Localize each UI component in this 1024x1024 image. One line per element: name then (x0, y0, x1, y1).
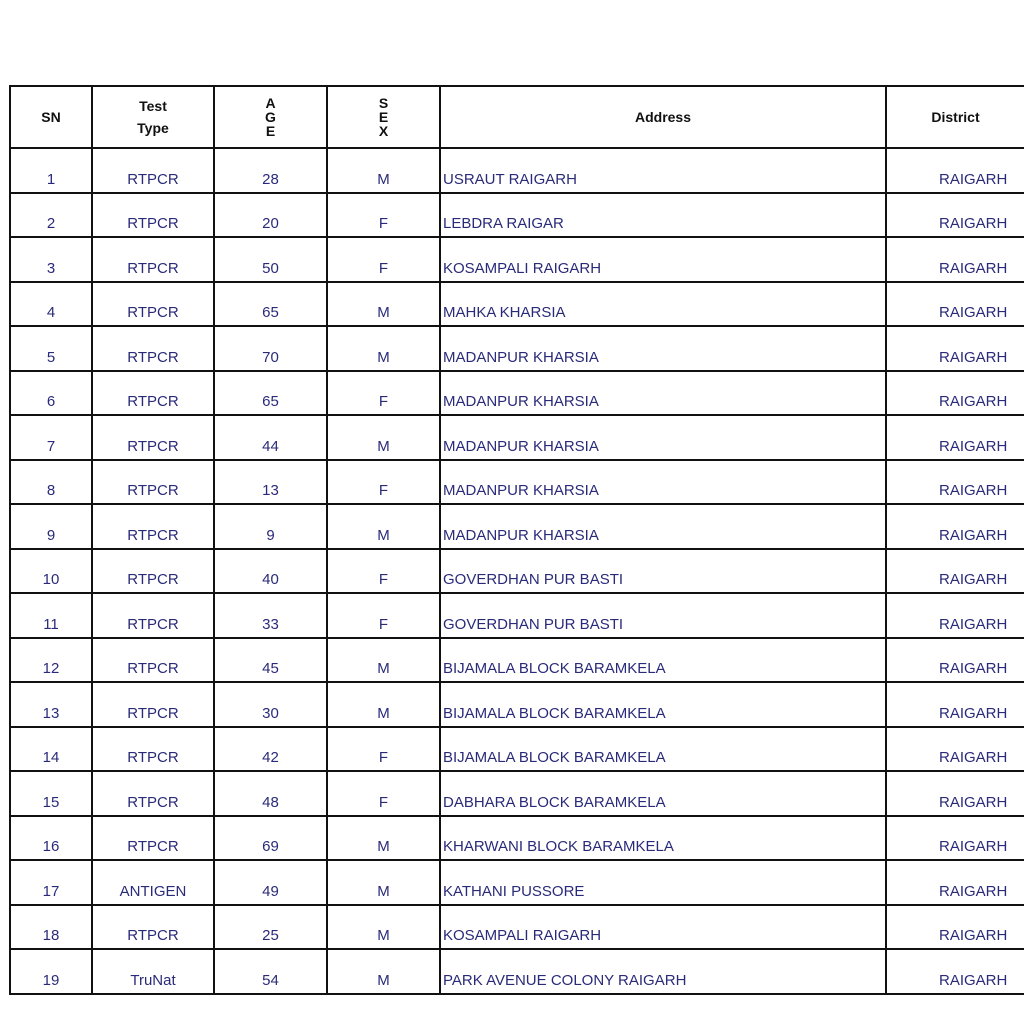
cell-sex: M (327, 816, 440, 861)
cell-sn: 16 (10, 816, 92, 861)
cell-age: 70 (214, 326, 327, 371)
cell-sex: M (327, 326, 440, 371)
cell-test-type: RTPCR (92, 727, 214, 772)
cell-age: 42 (214, 727, 327, 772)
table-row (10, 816, 1024, 861)
cell-sex: M (327, 504, 440, 549)
table-row (10, 193, 1024, 238)
cell-address: KATHANI PUSSORE (440, 860, 886, 905)
cell-sex: F (327, 593, 440, 638)
cell-address: GOVERDHAN PUR BASTI (440, 593, 886, 638)
cell-age: 20 (214, 193, 327, 238)
cell-test-type: RTPCR (92, 816, 214, 861)
table-row (10, 860, 1024, 905)
table-row (10, 371, 1024, 416)
cell-sn: 18 (10, 905, 92, 950)
header-address: Address (440, 86, 886, 148)
cell-address: MADANPUR KHARSIA (440, 504, 886, 549)
cell-district: RAIGARH (886, 326, 1024, 371)
cell-district: RAIGARH (886, 460, 1024, 505)
cell-age: 45 (214, 638, 327, 683)
cell-district: RAIGARH (886, 237, 1024, 282)
table-row (10, 771, 1024, 816)
table-row (10, 905, 1024, 950)
table-row (10, 949, 1024, 994)
table-row (10, 148, 1024, 193)
cell-district: RAIGARH (886, 638, 1024, 683)
cell-test-type: RTPCR (92, 326, 214, 371)
cell-district: RAIGARH (886, 415, 1024, 460)
cell-address: BIJAMALA BLOCK BARAMKELA (440, 638, 886, 683)
table-body (10, 148, 1024, 994)
table-row (10, 326, 1024, 371)
cell-sex: M (327, 638, 440, 683)
cell-age: 30 (214, 682, 327, 727)
cell-sex: F (327, 193, 440, 238)
cell-age: 65 (214, 371, 327, 416)
cell-age: 48 (214, 771, 327, 816)
cell-age: 40 (214, 549, 327, 594)
cell-sex: F (327, 460, 440, 505)
table-row (10, 682, 1024, 727)
cell-address: KOSAMPALI RAIGARH (440, 237, 886, 282)
cell-district: RAIGARH (886, 771, 1024, 816)
cell-district: RAIGARH (886, 549, 1024, 594)
cell-district: RAIGARH (886, 905, 1024, 950)
cell-district: RAIGARH (886, 148, 1024, 193)
table-row (10, 282, 1024, 327)
cell-sn: 14 (10, 727, 92, 772)
cell-sex: M (327, 148, 440, 193)
cell-test-type: TruNat (92, 949, 214, 994)
cell-address: MADANPUR KHARSIA (440, 371, 886, 416)
header-age-letter: E (265, 123, 276, 139)
cell-age: 33 (214, 593, 327, 638)
cell-sn: 8 (10, 460, 92, 505)
cell-age: 9 (214, 504, 327, 549)
table-row (10, 549, 1024, 594)
cell-sex: F (327, 549, 440, 594)
cell-sn: 15 (10, 771, 92, 816)
cell-address: MADANPUR KHARSIA (440, 415, 886, 460)
cell-age: 25 (214, 905, 327, 950)
cell-test-type: RTPCR (92, 504, 214, 549)
cell-address: LEBDRA RAIGAR (440, 193, 886, 238)
cell-address: USRAUT RAIGARH (440, 148, 886, 193)
cell-address: BIJAMALA BLOCK BARAMKELA (440, 727, 886, 772)
cell-test-type: RTPCR (92, 371, 214, 416)
cell-address: BIJAMALA BLOCK BARAMKELA (440, 682, 886, 727)
cell-address: PARK AVENUE COLONY RAIGARH (440, 949, 886, 994)
table-row (10, 727, 1024, 772)
table-row (10, 638, 1024, 683)
cell-district: RAIGARH (886, 504, 1024, 549)
cell-sn: 10 (10, 549, 92, 594)
cell-address: MAHKA KHARSIA (440, 282, 886, 327)
cell-district: RAIGARH (886, 860, 1024, 905)
cell-age: 54 (214, 949, 327, 994)
table-row (10, 460, 1024, 505)
table-header-row (10, 86, 1024, 148)
cell-sn: 3 (10, 237, 92, 282)
cell-sn: 13 (10, 682, 92, 727)
cell-sn: 19 (10, 949, 92, 994)
cell-age: 44 (214, 415, 327, 460)
cell-age: 49 (214, 860, 327, 905)
cell-address: KHARWANI BLOCK BARAMKELA (440, 816, 886, 861)
cell-sn: 17 (10, 860, 92, 905)
patient-table (9, 85, 1024, 995)
cell-sn: 12 (10, 638, 92, 683)
cell-test-type: RTPCR (92, 415, 214, 460)
cell-test-type: RTPCR (92, 193, 214, 238)
cell-sex: F (327, 771, 440, 816)
cell-age: 65 (214, 282, 327, 327)
header-age-letter: A (265, 95, 276, 111)
cell-sn: 11 (10, 593, 92, 638)
table-row (10, 237, 1024, 282)
header-sex (327, 86, 440, 148)
cell-sex: M (327, 282, 440, 327)
cell-sn: 7 (10, 415, 92, 460)
cell-sn: 5 (10, 326, 92, 371)
cell-age: 28 (214, 148, 327, 193)
cell-test-type: RTPCR (92, 460, 214, 505)
cell-test-type: RTPCR (92, 282, 214, 327)
cell-address: KOSAMPALI RAIGARH (440, 905, 886, 950)
cell-sn: 4 (10, 282, 92, 327)
header-sn: SN (10, 86, 92, 148)
cell-test-type: RTPCR (92, 148, 214, 193)
cell-sex: M (327, 905, 440, 950)
header-test-type-line2: Type (137, 120, 169, 136)
cell-district: RAIGARH (886, 371, 1024, 416)
header-test-type-line1: Test (139, 98, 167, 114)
header-sex-letter: E (378, 109, 389, 125)
cell-district: RAIGARH (886, 193, 1024, 238)
cell-age: 50 (214, 237, 327, 282)
cell-sn: 6 (10, 371, 92, 416)
table-row (10, 504, 1024, 549)
cell-test-type: RTPCR (92, 682, 214, 727)
cell-sex: M (327, 860, 440, 905)
header-district: District (886, 86, 1024, 148)
table-row (10, 593, 1024, 638)
header-test-type (92, 86, 214, 148)
cell-district: RAIGARH (886, 949, 1024, 994)
cell-sex: M (327, 949, 440, 994)
cell-age: 69 (214, 816, 327, 861)
cell-district: RAIGARH (886, 282, 1024, 327)
cell-test-type: RTPCR (92, 905, 214, 950)
cell-sn: 2 (10, 193, 92, 238)
cell-sex: M (327, 682, 440, 727)
cell-test-type: ANTIGEN (92, 860, 214, 905)
cell-sex: M (327, 415, 440, 460)
cell-test-type: RTPCR (92, 549, 214, 594)
cell-sn: 1 (10, 148, 92, 193)
cell-test-type: RTPCR (92, 237, 214, 282)
cell-district: RAIGARH (886, 682, 1024, 727)
cell-sex: F (327, 237, 440, 282)
header-age-letter: G (265, 109, 276, 125)
header-sex-letter: X (378, 123, 389, 139)
cell-sex: F (327, 371, 440, 416)
header-age (214, 86, 327, 148)
cell-district: RAIGARH (886, 816, 1024, 861)
cell-test-type: RTPCR (92, 771, 214, 816)
cell-district: RAIGARH (886, 727, 1024, 772)
cell-address: MADANPUR KHARSIA (440, 460, 886, 505)
cell-address: DABHARA BLOCK BARAMKELA (440, 771, 886, 816)
cell-sex: F (327, 727, 440, 772)
cell-age: 13 (214, 460, 327, 505)
cell-sn: 9 (10, 504, 92, 549)
header-sex-letter: S (378, 95, 389, 111)
cell-test-type: RTPCR (92, 638, 214, 683)
cell-test-type: RTPCR (92, 593, 214, 638)
table-row (10, 415, 1024, 460)
cell-district: RAIGARH (886, 593, 1024, 638)
cell-address: MADANPUR KHARSIA (440, 326, 886, 371)
cell-address: GOVERDHAN PUR BASTI (440, 549, 886, 594)
